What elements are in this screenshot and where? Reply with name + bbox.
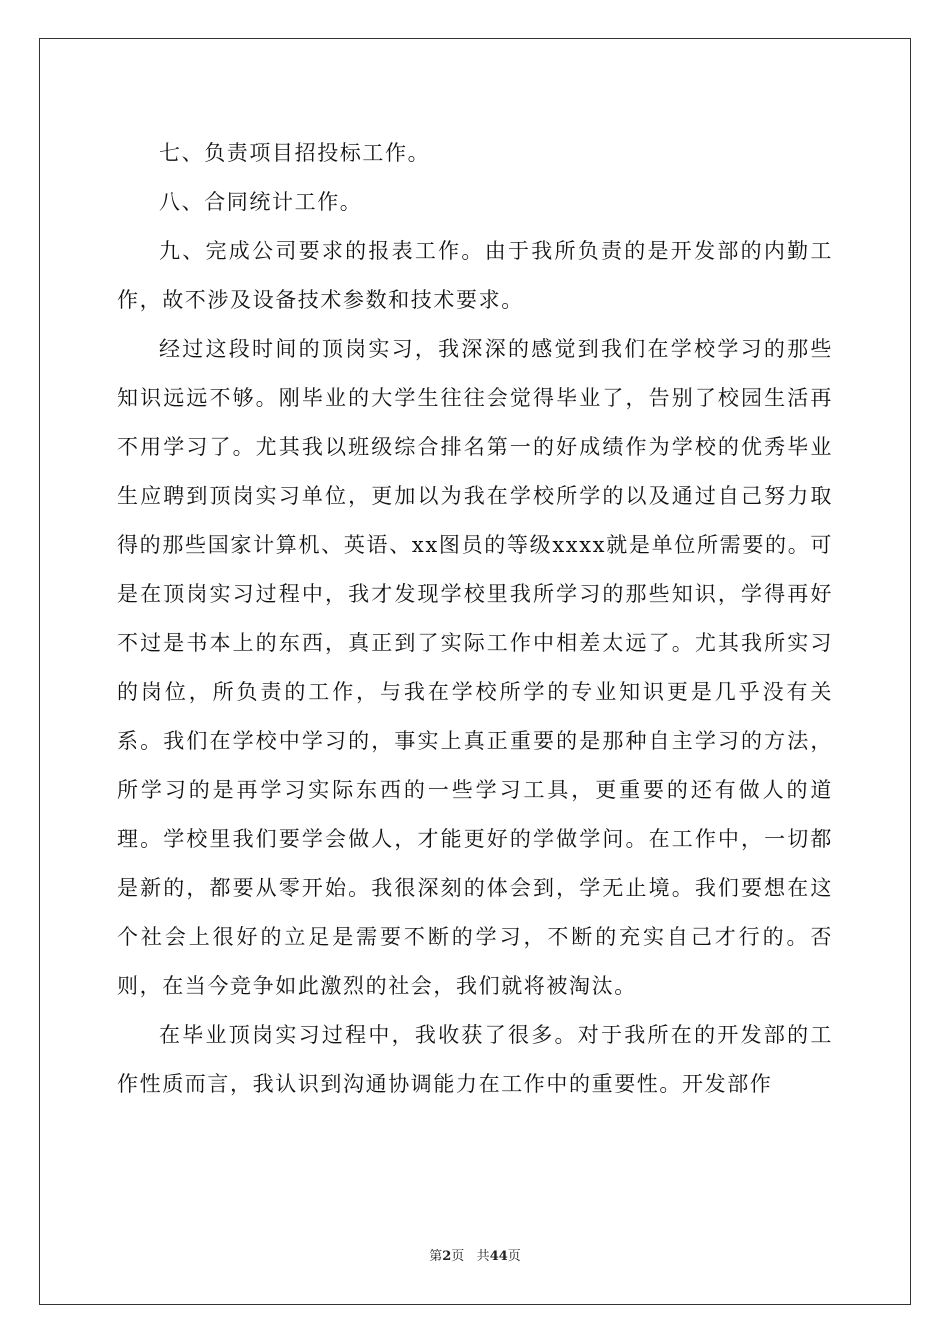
paragraph-internship-gains: 在毕业顶岗实习过程中，我收获了很多。对于我所在的开发部的工作性质而言，我认识到沟通协调能力在工作中的重要性。开发部作 <box>117 1023 833 1096</box>
paragraph-internship-reflection: 经过这段时间的顶岗实习，我深深的感觉到我们在学校学习的那些知识远远不够。刚毕业的大学生往往会觉得毕业了，告别了校园生活再不用学习了。尤其我以班级综合排名第一的好成绩作为学校的优秀毕业生应聘到顶岗实习单位，更加以为我在学校所学的以及通过自己努力取得的那些国家计算机、英语、xx图员的等级xxxx就是单位所需要的。可是在顶岗实习过程中，我才发现学校里我所学习的那些知识，学得再好不过是书本上的东西，真正到了实际工作中相差太远了。尤其我所实习的岗位，所负责的工作，与我在学校所学的专业知识更是几乎没有关系。我们在学校中学习的，事实上真正重要的是那种自主学习的方法，所学习的是再学习实际东西的一些学习工具，更重要的还有做人的道理。学校里我们要学会做人，才能更好的学做学问。在工作中，一切都是新的，都要从零开始。我很深刻的体会到，学无止境。我们要想在这个社会上很好的立足是需要不断的学习，不断的充实自己才行的。否则，在当今竞争如此激烈的社会，我们就将被淘汰。 <box>117 337 833 998</box>
footer-page-number: 2 <box>442 1249 452 1264</box>
paragraph-item-7: 七、负责项目招投标工作。 <box>159 141 431 165</box>
footer-page-prefix: 第 <box>429 1249 443 1264</box>
footer-total-prefix: 共 <box>476 1249 490 1264</box>
paragraph-item-9: 九、完成公司要求的报表工作。由于我所负责的是开发部的内勤工作，故不涉及设备技术参数和技术要求。 <box>117 239 833 312</box>
footer-page-unit: 页 <box>451 1249 465 1264</box>
document-body <box>117 129 833 1109</box>
footer-total-unit: 页 <box>507 1249 521 1264</box>
footer-total-pages: 44 <box>489 1249 508 1264</box>
paragraph-item-8: 八、合同统计工作。 <box>159 190 363 214</box>
page-footer <box>0 1245 950 1264</box>
